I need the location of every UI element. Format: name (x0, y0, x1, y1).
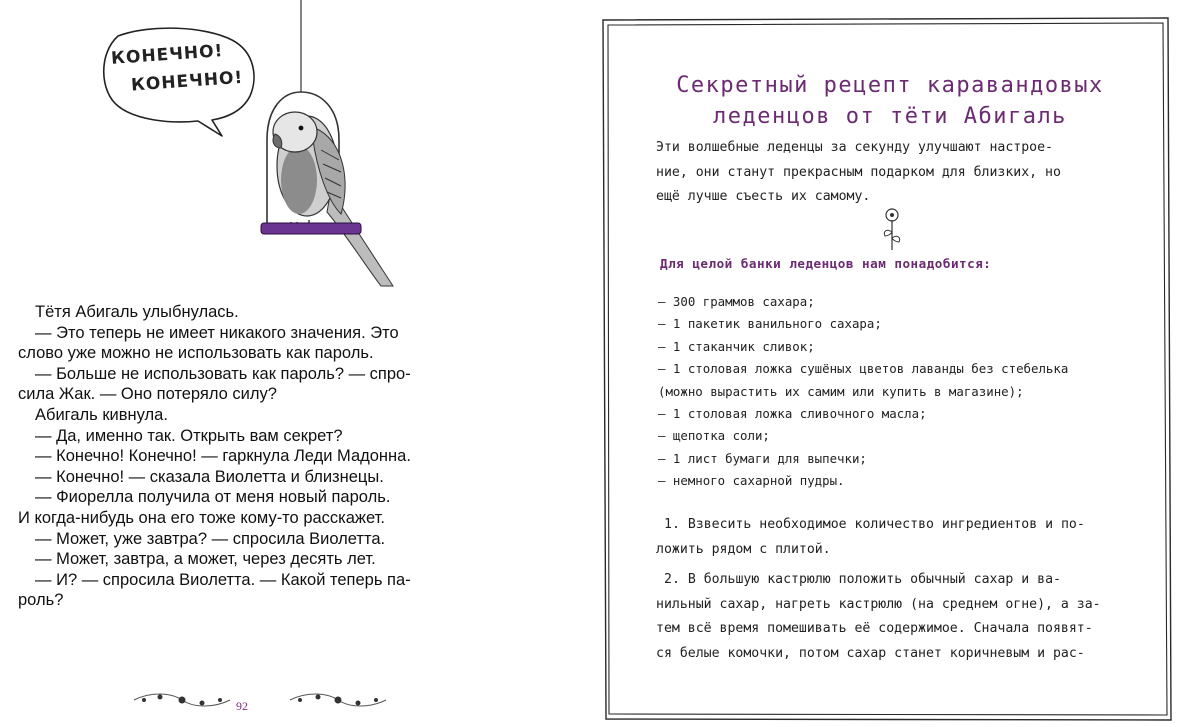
story-paragraph: — Это теперь не имеет никакого значения. Это (35, 323, 399, 342)
story-paragraph: — Да, именно так. Открыть вам секрет? (35, 426, 343, 445)
ingredient-item: — 1 лист бумаги для выпечки; (658, 450, 867, 466)
ingredients-list (658, 291, 1138, 493)
ingredient-item: (можно вырастить их самим или купить в магазине); (658, 383, 1024, 399)
intro-line: ещё лучше съесть их самому. (656, 189, 871, 204)
step-line: 1. Взвесить необходимое количество ингредиентов и по- (664, 517, 1085, 532)
ingredients-heading: Для целой банки леденцов нам понадобится: (660, 256, 992, 271)
right-page (590, 0, 1191, 727)
flower-icon (880, 206, 904, 252)
speech-bubble (0, 0, 260, 150)
ingredient-item: — 1 пакетик ванильного сахара; (658, 316, 882, 332)
bubble-text (110, 35, 254, 101)
step-line: ся белые комочки, потом сахар станет коричневым и рас- (656, 645, 1085, 661)
ingredient-item: — немного сахарной пудры. (658, 473, 845, 489)
recipe-steps (656, 513, 1136, 673)
recipe-intro (656, 136, 1126, 210)
story-paragraph: И когда-нибудь она его тоже кому-то расскажет. (18, 508, 385, 527)
ingredient-item: — 1 столовая ложка сливочного масла; (658, 406, 927, 422)
ingredient-item: — щепотка соли; (658, 428, 770, 444)
bubble-line: КОНЕЧНО! (130, 67, 244, 96)
ingredient-item: — 1 столовая ложка сушёных цветов лаванды без стебелька (658, 361, 1069, 377)
recipe-card (600, 16, 1174, 722)
ingredient-item: — 300 граммов сахара; (658, 294, 815, 309)
story-paragraph: — И? — спросила Виолетта. — Какой теперь па- (35, 570, 411, 589)
bubble-line: КОНЕЧНО! (110, 41, 224, 69)
story-paragraph: — Может, завтра, а может, через десять лет. (35, 550, 376, 569)
intro-line: ние, они станут прекрасным подарком для близких, но (656, 164, 1061, 180)
step-line: 2. В большую кастрюлю положить обычный сахар и ва- (664, 572, 1061, 588)
story-text (18, 302, 488, 611)
step-line: ложить рядом с плитой. (656, 541, 831, 557)
recipe-title-line: Секретный рецепт каравандовых (676, 73, 1104, 98)
step-line: тем всё время помешивать её содержимое. Сначала появят- (656, 621, 1093, 637)
story-paragraph: слово уже можно не использовать как пароль. (18, 344, 374, 363)
page-number: 92 (236, 699, 248, 713)
story-paragraph: Тётя Абигаль улыбнулась. (35, 303, 239, 321)
ingredient-item: — 1 стаканчик сливок; (658, 338, 815, 354)
left-page (0, 0, 590, 727)
story-paragraph: — Фиорелла получила от меня новый пароль. (35, 488, 391, 507)
recipe-title (640, 70, 1140, 132)
story-paragraph: Абигаль кивнула. (35, 405, 168, 424)
recipe-title-line: леденцов от тёти Абигаль (713, 104, 1067, 129)
parrot-on-swing-illustration (255, 0, 405, 290)
recipe-step (656, 568, 1136, 666)
story-paragraph: — Может, уже завтра? — спросила Виолетта. (35, 529, 386, 548)
recipe-step (656, 513, 1136, 562)
story-paragraph: роль? (18, 591, 64, 610)
story-paragraph: — Конечно! — сказала Виолетта и близнецы. (35, 467, 384, 486)
story-paragraph: — Больше не использовать как пароль? — спро- (35, 364, 411, 383)
footer-ornament (130, 688, 390, 714)
story-paragraph: — Конечно! Конечно! — гаркнула Леди Мадонна. (35, 447, 411, 466)
step-line: нильный сахар, нагреть кастрюлю (на среднем огне), а за- (656, 596, 1101, 612)
intro-line: Эти волшебные леденцы за секунду улучшают настрое- (656, 140, 1053, 155)
story-paragraph: сила Жак. — Оно потеряло силу? (18, 385, 277, 404)
